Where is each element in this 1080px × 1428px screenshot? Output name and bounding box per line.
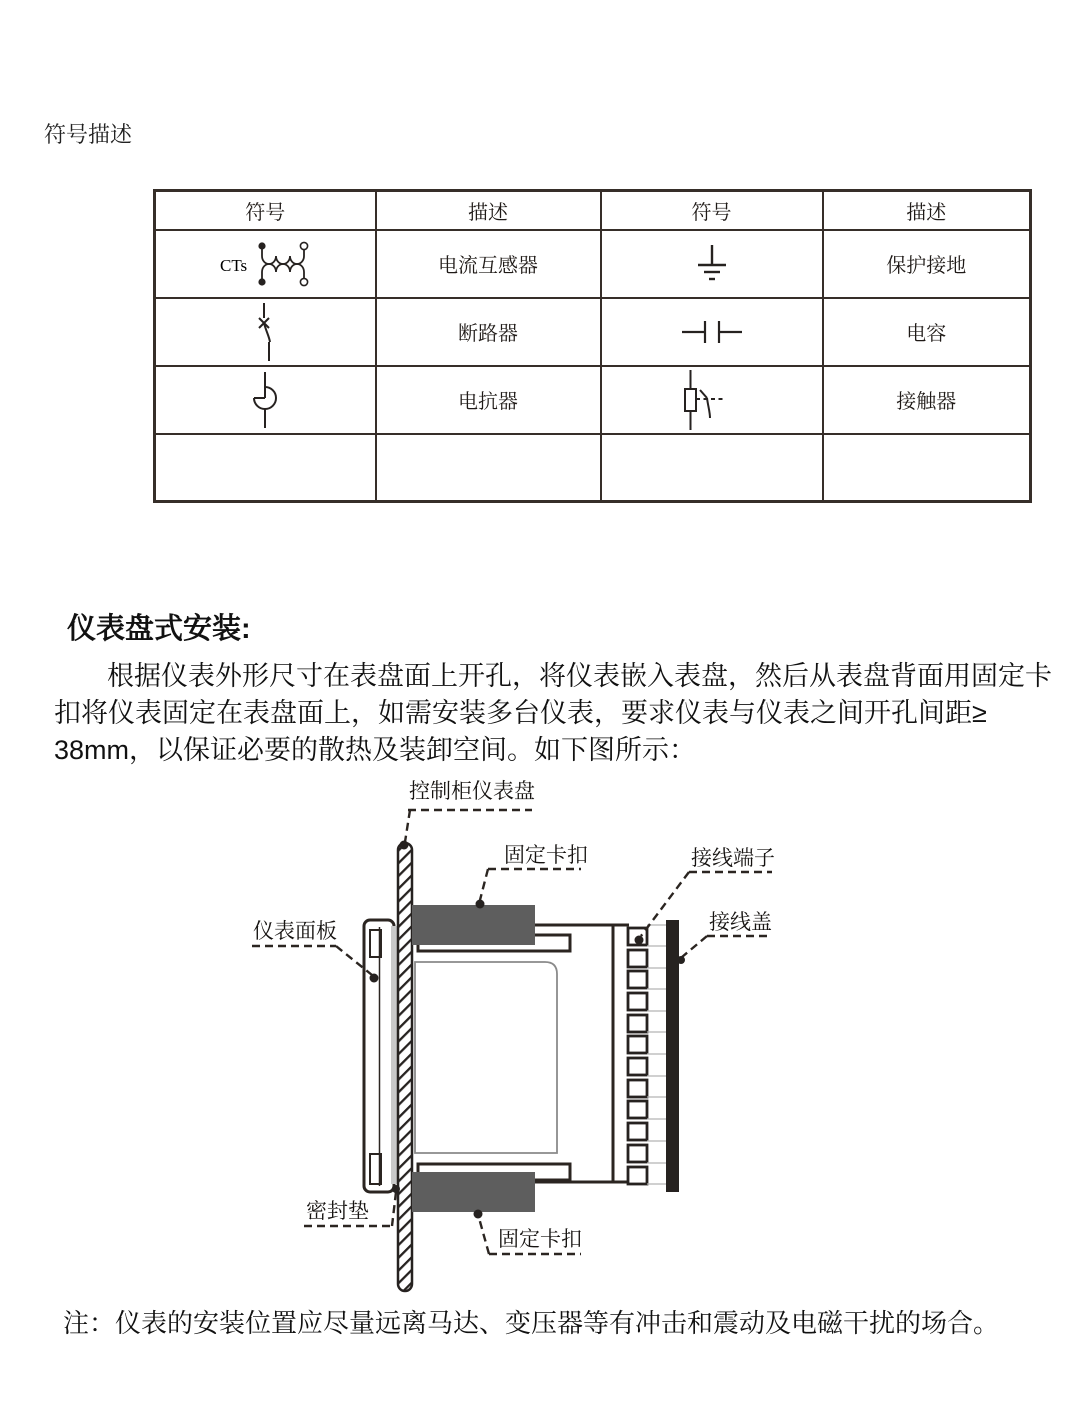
terminal-cell bbox=[628, 1123, 647, 1140]
symbol-table bbox=[153, 189, 1032, 503]
table-row-empty bbox=[155, 434, 1031, 502]
table-row bbox=[155, 366, 1031, 434]
terminal-cell bbox=[628, 971, 647, 988]
capacitor-icon bbox=[680, 318, 744, 346]
symbol-cell-protective-earth bbox=[601, 230, 823, 298]
leader-dot-terminals bbox=[635, 936, 644, 945]
leader-dot-clip-top bbox=[476, 900, 485, 909]
desc-cell: 电容 bbox=[823, 298, 1031, 366]
terminal-cell bbox=[628, 1145, 647, 1162]
label-fixing-clip-bottom: 固定卡扣 bbox=[498, 1228, 582, 1251]
label-cabinet-panel: 控制柜仪表盘 bbox=[409, 780, 535, 803]
terminal-cell bbox=[628, 1167, 647, 1184]
paragraph-line: 根据仪表外形尺寸在表盘面上开孔，将仪表嵌入表盘，然后从表盘背面用固定卡 bbox=[107, 661, 1052, 691]
label-gasket: 密封垫 bbox=[306, 1200, 369, 1223]
cts-label: CTs bbox=[220, 255, 248, 275]
terminal-cell bbox=[628, 993, 647, 1010]
fixing-clip-bottom bbox=[412, 1172, 535, 1212]
section-title-symbols: 符号描述 bbox=[44, 122, 133, 147]
desc-cell: 电抗器 bbox=[376, 366, 601, 434]
leader-dot-panel bbox=[400, 841, 409, 850]
desc-cell: 电流互感器 bbox=[376, 230, 601, 298]
circuit-breaker-icon bbox=[250, 301, 280, 363]
instrument-case bbox=[412, 925, 629, 1182]
col-header-symbol-2: 符号 bbox=[601, 191, 823, 230]
display-window bbox=[415, 962, 557, 1153]
terminal-cell bbox=[628, 1058, 647, 1075]
terminal-cover-bar bbox=[666, 920, 679, 1192]
empty-cell bbox=[601, 434, 823, 502]
symbol-cell-contactor bbox=[601, 366, 823, 434]
terminal-block bbox=[628, 928, 647, 1184]
empty-cell bbox=[376, 434, 601, 502]
install-paragraph bbox=[54, 658, 1054, 769]
table-row bbox=[155, 298, 1031, 366]
symbol-cell-circuit-breaker bbox=[155, 298, 376, 366]
label-front-panel: 仪表面板 bbox=[253, 920, 337, 943]
paragraph-line: 38mm，以保证必要的散热及装卸空间。如下图所示： bbox=[54, 735, 697, 765]
paragraph-line: 扣将仪表固定在表盘面上，如需安装多台仪表，要求仪表与仪表之间开孔间距≥ bbox=[54, 698, 987, 728]
empty-cell bbox=[823, 434, 1031, 502]
leader-dot-front-panel bbox=[370, 974, 379, 983]
panel-mount-diagram bbox=[0, 770, 1080, 1310]
cabinet-panel-hatch bbox=[398, 843, 412, 1291]
label-terminals: 接线端子 bbox=[691, 847, 775, 870]
protective-earth-icon bbox=[690, 242, 734, 286]
terminal-cell bbox=[628, 1015, 647, 1032]
current-transformer-icon bbox=[218, 238, 312, 290]
terminal-screw-lines bbox=[647, 925, 666, 1184]
terminal-cell bbox=[628, 1080, 647, 1097]
table-row bbox=[155, 230, 1031, 298]
table-header-row bbox=[155, 191, 1031, 230]
empty-cell bbox=[155, 434, 376, 502]
leader-dot-cover bbox=[677, 956, 685, 964]
symbol-cell-capacitor bbox=[601, 298, 823, 366]
label-terminal-cover: 接线盖 bbox=[709, 911, 772, 934]
symbol-cell-reactor bbox=[155, 366, 376, 434]
symbol-cell-current-transformer bbox=[155, 230, 376, 298]
reactor-icon bbox=[247, 370, 283, 430]
desc-cell: 接触器 bbox=[823, 366, 1031, 434]
col-header-symbol-1: 符号 bbox=[155, 191, 376, 230]
instrument-bezel bbox=[364, 920, 394, 1192]
fixing-clip-top bbox=[412, 905, 535, 945]
contactor-icon bbox=[682, 368, 742, 432]
install-note: 注：仪表的安装位置应尽量远离马达、变压器等有冲击和震动及电磁干扰的场合。 bbox=[63, 1308, 1000, 1338]
terminal-cell bbox=[628, 1036, 647, 1053]
label-fixing-clip-top: 固定卡扣 bbox=[504, 844, 588, 867]
desc-cell: 保护接地 bbox=[823, 230, 1031, 298]
terminal-cell bbox=[628, 950, 647, 967]
desc-cell: 断路器 bbox=[376, 298, 601, 366]
leader-dot-clip-bottom bbox=[474, 1210, 483, 1219]
section-title-panel-mount: 仪表盘式安装: bbox=[67, 613, 251, 645]
leader-dot-gasket bbox=[392, 1185, 400, 1193]
col-header-desc-1: 描述 bbox=[376, 191, 601, 230]
col-header-desc-2: 描述 bbox=[823, 191, 1031, 230]
terminal-cell bbox=[628, 1101, 647, 1118]
